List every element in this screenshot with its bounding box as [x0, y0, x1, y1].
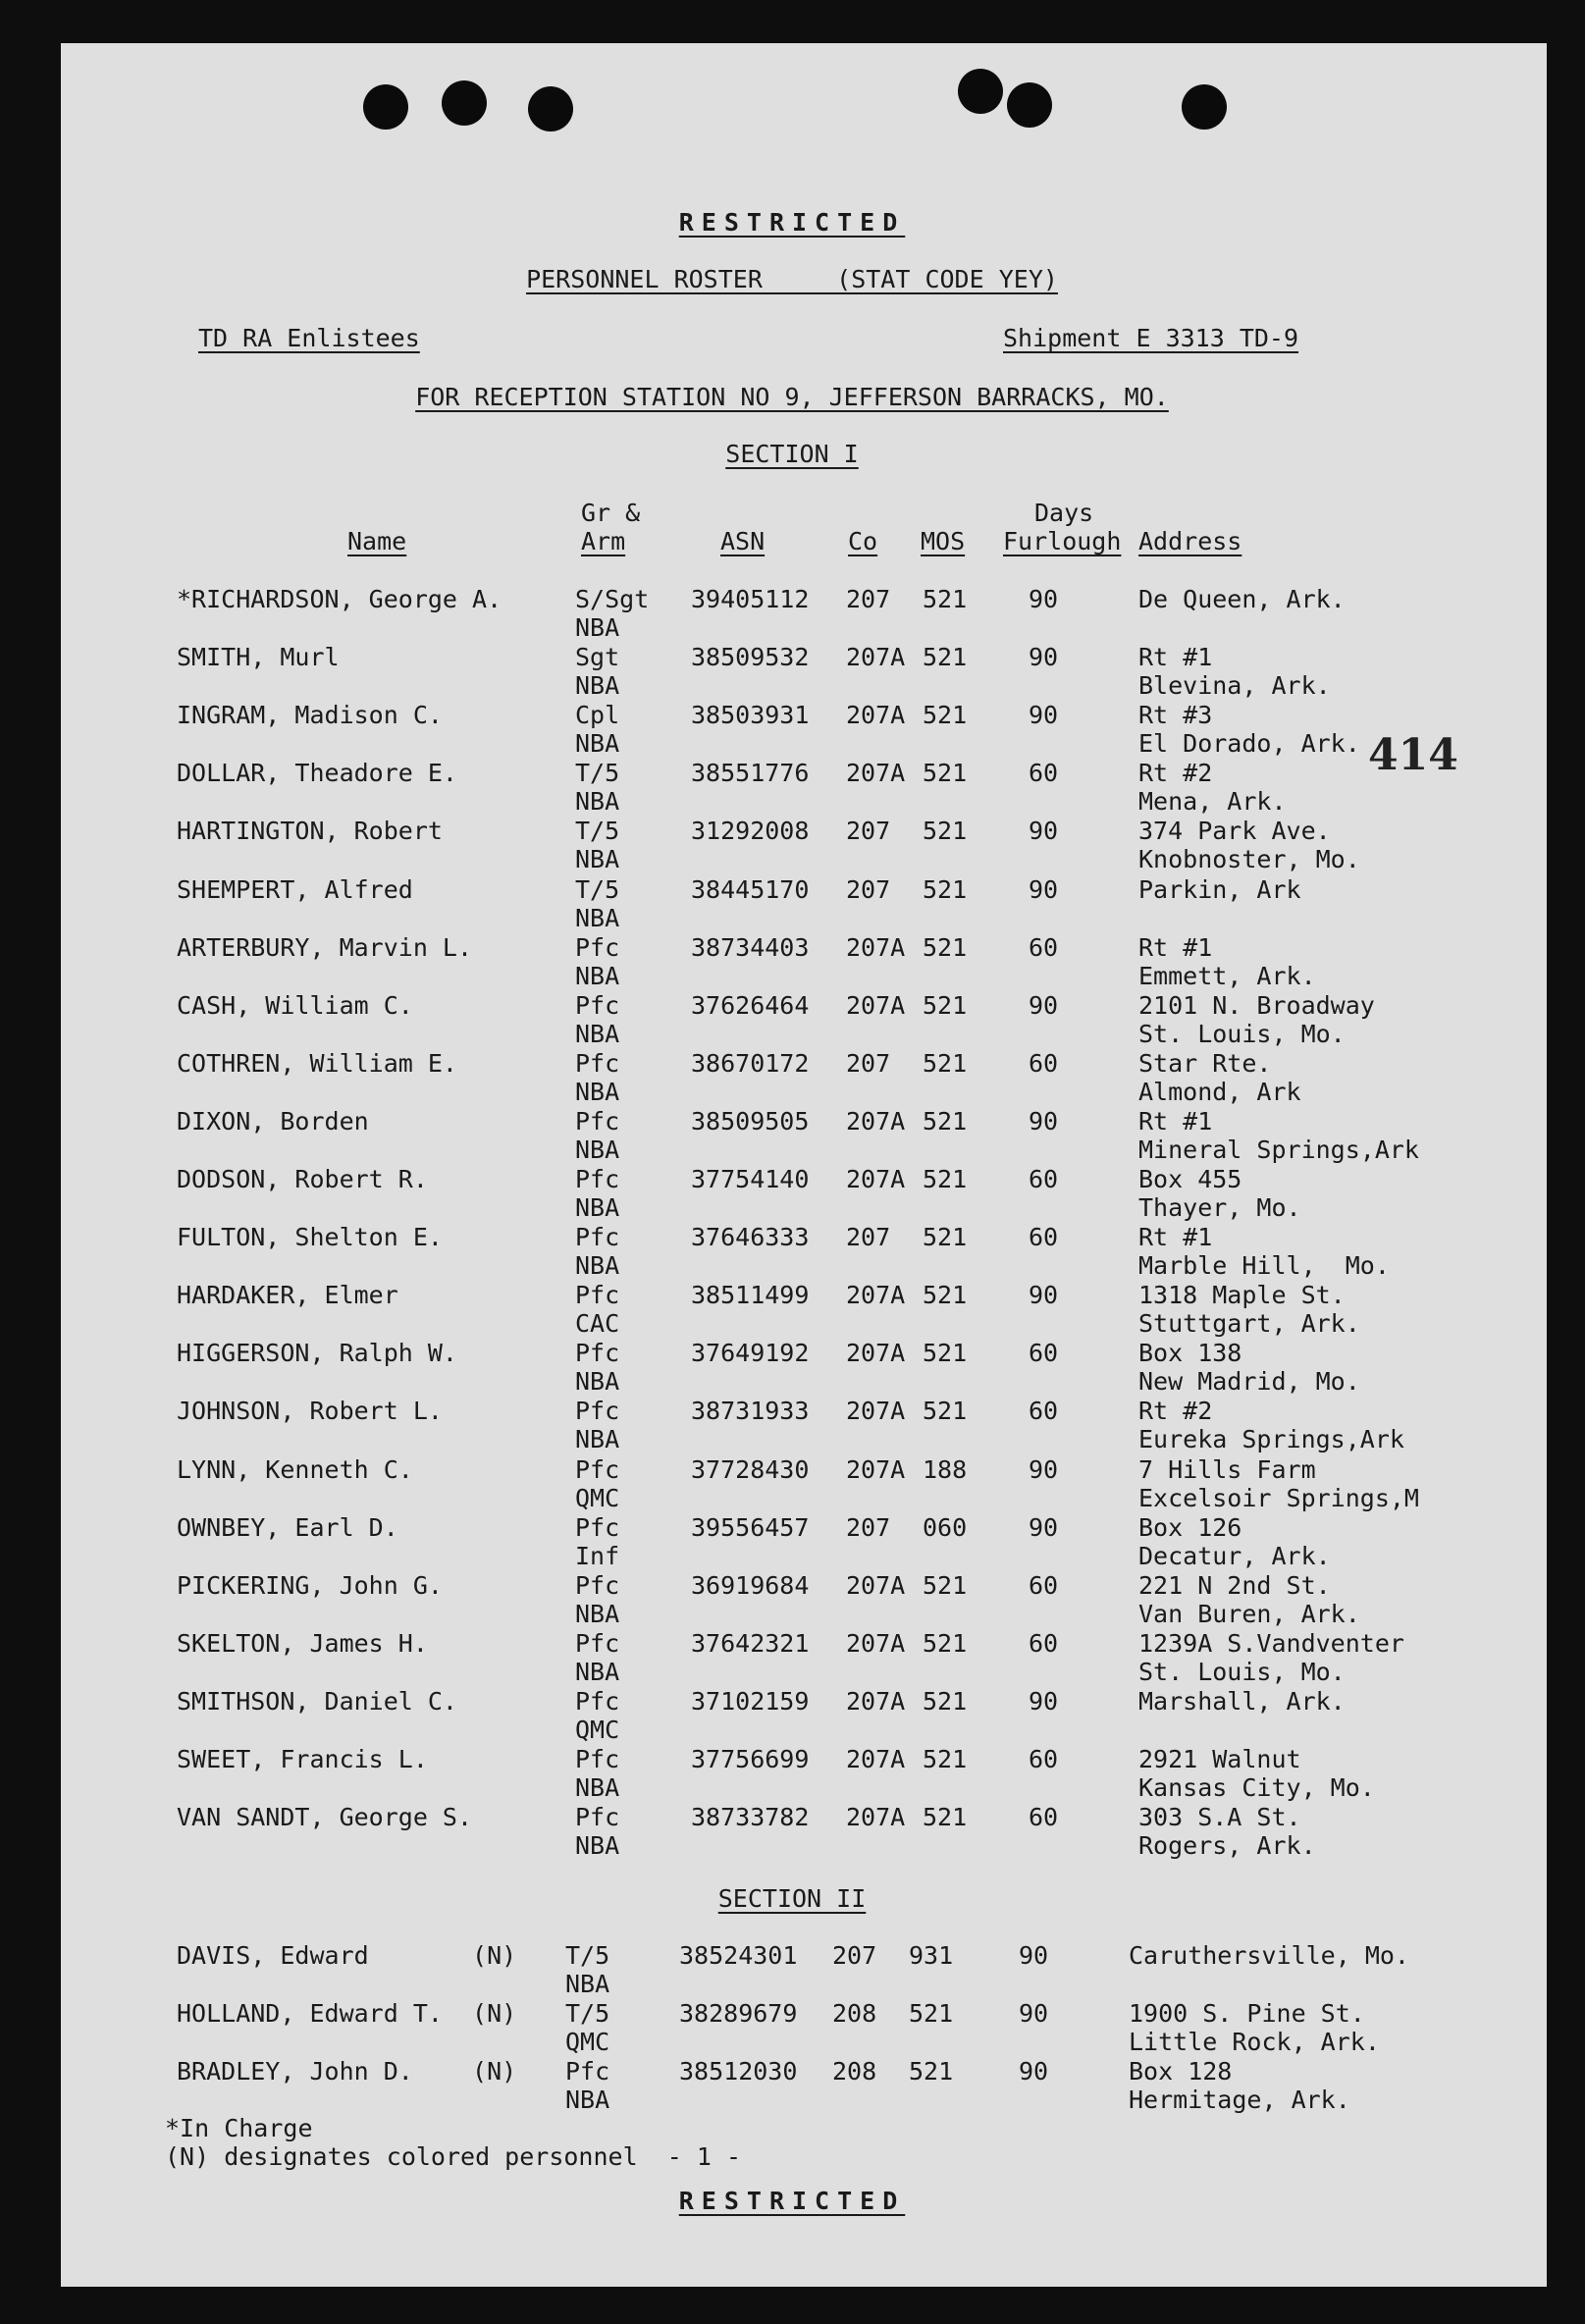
row-days: 60	[1029, 1745, 1059, 1773]
row-arm: NBA	[575, 845, 620, 874]
row-mos: 521	[923, 1281, 968, 1310]
row-address-line1: 1239A S.Vandventer	[1138, 1628, 1404, 1658]
row-address-line1: Marshall, Ark.	[1138, 1686, 1346, 1716]
row-company: 207A	[846, 643, 906, 672]
table-row	[61, 1397, 1547, 1453]
row-name: *RICHARDSON, George A.	[177, 585, 502, 613]
table-row	[61, 643, 1547, 700]
row-asn: 37626464	[691, 990, 810, 1020]
row-mos: 521	[923, 1686, 968, 1716]
stamp-number: 414	[1368, 730, 1458, 780]
row-grade: Pfc	[575, 1106, 620, 1136]
row-asn: 38289679	[679, 1999, 798, 2028]
group-label: TD RA Enlistees	[198, 324, 420, 352]
punch-hole	[1007, 82, 1052, 128]
table-row	[61, 1999, 1547, 2056]
row-days: 90	[1019, 1999, 1049, 2028]
row-asn: 38445170	[691, 874, 810, 904]
row-address-line1: Box 138	[1138, 1339, 1242, 1368]
row-asn: 38509505	[691, 1106, 810, 1136]
table-row	[61, 817, 1547, 873]
row-name: INGRAM, Madison C.	[177, 701, 443, 730]
row-grade: Pfc	[575, 1223, 620, 1252]
row-days: 90	[1029, 643, 1059, 672]
row-address-line2: El Dorado, Ark.	[1138, 729, 1360, 759]
row-address-line2: St. Louis, Mo.	[1138, 1019, 1346, 1048]
row-asn: 38512030	[679, 2057, 798, 2086]
row-company: 207	[846, 817, 891, 846]
row-arm: NBA	[565, 1970, 610, 1998]
row-days: 60	[1029, 932, 1059, 962]
row-address-line1: 2921 Walnut	[1138, 1745, 1301, 1773]
row-address-line2: Little Rock, Ark.	[1129, 2028, 1380, 2056]
row-days: 60	[1029, 1165, 1059, 1193]
row-name: SMITHSON, Daniel C.	[177, 1686, 457, 1716]
row-mos: 521	[923, 990, 968, 1020]
row-address-line2: Kansas City, Mo.	[1138, 1773, 1375, 1802]
row-mos: 521	[923, 585, 968, 613]
row-days: 60	[1029, 1339, 1059, 1368]
row-address-line2: Almond, Ark	[1138, 1077, 1301, 1106]
table-row	[61, 1513, 1547, 1570]
row-name: SMITH, Murl	[177, 643, 340, 672]
row-arm: QMC	[565, 2028, 610, 2056]
row-grade: Pfc	[575, 932, 620, 962]
table-row	[61, 1107, 1547, 1164]
row-arm: NBA	[575, 729, 620, 759]
row-days: 60	[1029, 1628, 1059, 1658]
row-grade: Cpl	[575, 701, 620, 730]
row-grade: Sgt	[575, 643, 620, 672]
table-row	[61, 1629, 1547, 1686]
row-address-line2: Decatur, Ark.	[1138, 1541, 1331, 1570]
row-asn: 37646333	[691, 1223, 810, 1252]
row-grade: Pfc	[575, 1165, 620, 1193]
row-name: LYNN, Kenneth C.	[177, 1454, 413, 1484]
table-row	[61, 1223, 1547, 1280]
row-arm: Inf	[575, 1541, 620, 1570]
row-grade: Pfc	[575, 1686, 620, 1716]
row-address-line2: Rogers, Ark.	[1138, 1831, 1316, 1861]
table-row	[61, 1941, 1547, 1998]
table-row	[61, 701, 1547, 758]
row-address-line1: 1318 Maple St.	[1138, 1281, 1346, 1310]
row-address-line2: Marble Hill, Mo.	[1138, 1251, 1390, 1281]
row-mos: 521	[923, 1570, 968, 1600]
row-arm: NBA	[575, 903, 620, 932]
row-days: 60	[1029, 1048, 1059, 1078]
row-name: SWEET, Francis L.	[177, 1745, 428, 1773]
row-arm: NBA	[575, 613, 620, 642]
row-mos: 521	[923, 817, 968, 846]
row-days: 90	[1029, 1686, 1059, 1716]
row-arm: NBA	[575, 1367, 620, 1397]
row-asn: 39556457	[691, 1512, 810, 1542]
row-mos: 521	[923, 1223, 968, 1252]
row-name: SKELTON, James H.	[177, 1628, 428, 1658]
table-row	[61, 1687, 1547, 1744]
row-address-line1: Rt #3	[1138, 701, 1213, 730]
row-address-line1: De Queen, Ark.	[1138, 585, 1346, 613]
row-name: PICKERING, John G.	[177, 1570, 443, 1600]
row-grade: Pfc	[575, 1803, 620, 1832]
row-asn: 37728430	[691, 1454, 810, 1484]
row-name: CASH, William C.	[177, 990, 413, 1020]
row-grade: T/5	[575, 817, 620, 846]
row-address-line2: Eureka Springs,Ark	[1138, 1425, 1404, 1454]
row-grade: Pfc	[575, 1745, 620, 1773]
table-row	[61, 933, 1547, 990]
row-mos: 521	[923, 1106, 968, 1136]
roster-page	[61, 43, 1547, 2287]
row-name: DAVIS, Edward (N)	[177, 1941, 517, 1970]
row-days: 90	[1029, 817, 1059, 846]
row-grade: Pfc	[575, 1397, 620, 1426]
row-asn: 37102159	[691, 1686, 810, 1716]
row-days: 90	[1029, 1512, 1059, 1542]
row-company: 207	[846, 585, 891, 613]
row-arm: NBA	[575, 1425, 620, 1454]
row-days: 90	[1029, 585, 1059, 613]
table-row	[61, 1571, 1547, 1628]
punch-hole	[958, 69, 1003, 114]
row-grade: T/5	[565, 1941, 610, 1970]
row-address-line1: Rt #1	[1138, 932, 1213, 962]
row-company: 207A	[846, 990, 906, 1020]
column-header-asn: ASN	[720, 527, 766, 555]
row-mos: 521	[923, 1339, 968, 1368]
row-name: COTHREN, William E.	[177, 1048, 457, 1078]
row-asn: 37756699	[691, 1745, 810, 1773]
row-days: 60	[1029, 1570, 1059, 1600]
row-address-line1: Rt #1	[1138, 643, 1213, 672]
row-name: FULTON, Shelton E.	[177, 1223, 443, 1252]
row-arm: NBA	[575, 1135, 620, 1164]
row-address-line1: Rt #1	[1138, 1223, 1213, 1252]
row-asn: 38670172	[691, 1048, 810, 1078]
row-name: DODSON, Robert R.	[177, 1165, 428, 1193]
section-heading: SECTION II	[717, 1884, 867, 1913]
row-arm: NBA	[575, 671, 620, 701]
column-header-days: Days	[1034, 499, 1094, 527]
row-company: 207	[846, 1512, 891, 1542]
column-header-furlough: Furlough	[1003, 527, 1122, 555]
row-grade: Pfc	[575, 990, 620, 1020]
row-company: 207	[846, 874, 891, 904]
column-header-mos: MOS	[921, 527, 966, 555]
row-arm: NBA	[575, 1251, 620, 1281]
row-mos: 521	[923, 874, 968, 904]
row-days: 90	[1029, 701, 1059, 730]
row-asn: 38733782	[691, 1803, 810, 1832]
row-name: VAN SANDT, George S.	[177, 1803, 473, 1832]
row-arm: NBA	[575, 1019, 620, 1048]
row-name: HARTINGTON, Robert	[177, 817, 443, 846]
footnote-in-charge: *In Charge	[165, 2114, 313, 2142]
row-arm: NBA	[575, 1193, 620, 1222]
table-row	[61, 991, 1547, 1048]
row-arm: NBA	[575, 1599, 620, 1628]
row-address-line1: 2101 N. Broadway	[1138, 990, 1375, 1020]
punch-hole	[528, 86, 573, 132]
row-mos: 521	[923, 1745, 968, 1773]
restricted-header: RESTRICTED	[678, 208, 906, 237]
row-arm: NBA	[565, 2086, 610, 2114]
row-name: DIXON, Borden	[177, 1106, 369, 1136]
column-header-name: Name	[347, 527, 407, 555]
row-days: 60	[1029, 1803, 1059, 1832]
row-arm: QMC	[575, 1483, 620, 1512]
row-days: 60	[1029, 1397, 1059, 1426]
row-arm: NBA	[575, 1077, 620, 1106]
row-asn: 38734403	[691, 932, 810, 962]
row-grade: Pfc	[575, 1339, 620, 1368]
row-company: 207A	[846, 1397, 906, 1426]
row-mos: 188	[923, 1454, 968, 1484]
row-asn: 39405112	[691, 585, 810, 613]
row-grade: T/5	[565, 1999, 610, 2028]
table-row	[61, 875, 1547, 932]
row-address-line1: 1900 S. Pine St.	[1129, 1999, 1365, 2028]
row-company: 207A	[846, 1165, 906, 1193]
row-grade: T/5	[575, 759, 620, 788]
row-name: HIGGERSON, Ralph W.	[177, 1339, 457, 1368]
row-asn: 37754140	[691, 1165, 810, 1193]
column-header-arm: Arm	[581, 527, 626, 555]
row-name: OWNBEY, Earl D.	[177, 1512, 398, 1542]
table-row	[61, 1803, 1547, 1860]
row-arm: NBA	[575, 1773, 620, 1802]
table-row	[61, 1745, 1547, 1802]
row-days: 60	[1029, 1223, 1059, 1252]
row-address-line2: Thayer, Mo.	[1138, 1193, 1301, 1222]
row-grade: Pfc	[575, 1512, 620, 1542]
row-company: 207A	[846, 1454, 906, 1484]
row-asn: 37642321	[691, 1628, 810, 1658]
row-address-line1: Parkin, Ark	[1138, 874, 1301, 904]
row-mos: 521	[923, 759, 968, 788]
row-arm: NBA	[575, 1831, 620, 1861]
row-days: 60	[1029, 759, 1059, 788]
footnote-colored: (N) designates colored personnel - 1 -	[165, 2142, 741, 2171]
row-company: 207A	[846, 1628, 906, 1658]
row-days: 90	[1019, 2057, 1049, 2086]
row-grade: S/Sgt	[575, 585, 650, 613]
row-address-line1: Star Rte.	[1138, 1048, 1272, 1078]
row-address-line2: Van Buren, Ark.	[1138, 1599, 1360, 1628]
row-asn: 31292008	[691, 817, 810, 846]
row-arm: QMC	[575, 1715, 620, 1744]
row-mos: 521	[923, 701, 968, 730]
row-grade: Pfc	[575, 1570, 620, 1600]
row-address-line1: 374 Park Ave.	[1138, 817, 1331, 846]
row-asn: 38524301	[679, 1941, 798, 1970]
row-arm: NBA	[575, 961, 620, 990]
punch-hole	[363, 84, 408, 130]
row-mos: 521	[923, 1803, 968, 1832]
row-mos: 521	[909, 2057, 954, 2086]
row-company: 207A	[846, 932, 906, 962]
row-days: 90	[1029, 1454, 1059, 1484]
row-mos: 521	[923, 1397, 968, 1426]
row-name: JOHNSON, Robert L.	[177, 1397, 443, 1426]
row-grade: Pfc	[565, 2057, 610, 2086]
shipment-label: Shipment E 3313 TD-9	[1003, 324, 1299, 352]
row-mos: 521	[923, 1628, 968, 1658]
row-asn: 36919684	[691, 1570, 810, 1600]
row-company: 207	[846, 1048, 891, 1078]
row-mos: 521	[923, 932, 968, 962]
column-header-co: Co	[848, 527, 878, 555]
punch-hole	[1182, 84, 1227, 130]
row-address-line1: Rt #2	[1138, 759, 1213, 788]
row-address-line1: Box 455	[1138, 1165, 1242, 1193]
table-row	[61, 1339, 1547, 1396]
row-address-line2: Knobnoster, Mo.	[1138, 845, 1360, 874]
row-address-line1: Rt #2	[1138, 1397, 1213, 1426]
row-address-line1: Box 126	[1138, 1512, 1242, 1542]
row-name: BRADLEY, John D. (N)	[177, 2057, 517, 2086]
punch-hole	[442, 80, 487, 126]
row-days: 90	[1019, 1941, 1049, 1970]
row-grade: Pfc	[575, 1628, 620, 1658]
table-row	[61, 1455, 1547, 1512]
row-asn: 37649192	[691, 1339, 810, 1368]
row-asn: 38551776	[691, 759, 810, 788]
row-asn: 38731933	[691, 1397, 810, 1426]
row-address-line2: St. Louis, Mo.	[1138, 1657, 1346, 1686]
row-address-line2: Hermitage, Ark.	[1129, 2086, 1350, 2114]
column-header-address: Address	[1138, 527, 1242, 555]
row-name: HARDAKER, Elmer	[177, 1281, 398, 1310]
row-arm: NBA	[575, 787, 620, 817]
row-mos: 521	[923, 643, 968, 672]
row-days: 90	[1029, 990, 1059, 1020]
row-grade: T/5	[575, 874, 620, 904]
row-address-line2: Mineral Springs,Ark	[1138, 1135, 1419, 1164]
row-address-line1: 221 N 2nd St.	[1138, 1570, 1331, 1600]
row-company: 207A	[846, 1686, 906, 1716]
row-mos: 521	[909, 1999, 954, 2028]
row-arm: CAC	[575, 1309, 620, 1339]
row-company: 207	[846, 1223, 891, 1252]
row-days: 90	[1029, 874, 1059, 904]
row-company: 207A	[846, 1339, 906, 1368]
row-company: 207	[832, 1941, 877, 1970]
row-company: 207A	[846, 1745, 906, 1773]
roster-title: PERSONNEL ROSTER (STAT CODE YEY)	[526, 265, 1058, 293]
row-mos: 521	[923, 1165, 968, 1193]
table-row	[61, 2057, 1547, 2114]
row-address-line2: New Madrid, Mo.	[1138, 1367, 1360, 1397]
row-mos: 931	[909, 1941, 954, 1970]
row-address-line2: Emmett, Ark.	[1138, 961, 1316, 990]
table-row	[61, 1165, 1547, 1222]
row-name: DOLLAR, Theadore E.	[177, 759, 457, 788]
row-grade: Pfc	[575, 1454, 620, 1484]
row-company: 208	[832, 1999, 877, 2028]
table-row	[61, 1049, 1547, 1106]
row-days: 90	[1029, 1281, 1059, 1310]
row-asn: 38509532	[691, 643, 810, 672]
row-address-line2: Excelsoir Springs,M	[1138, 1483, 1419, 1512]
row-address-line2: Stuttgart, Ark.	[1138, 1309, 1360, 1339]
row-company: 207A	[846, 1570, 906, 1600]
row-mos: 060	[923, 1512, 968, 1542]
row-address-line1: Rt #1	[1138, 1106, 1213, 1136]
row-asn: 38503931	[691, 701, 810, 730]
row-address-line2: Blevina, Ark.	[1138, 671, 1331, 701]
row-address-line2: Mena, Ark.	[1138, 787, 1287, 817]
row-address-line1: Caruthersville, Mo.	[1129, 1941, 1409, 1970]
table-row	[61, 759, 1547, 816]
row-company: 207A	[846, 701, 906, 730]
row-company: 207A	[846, 1281, 906, 1310]
row-name: HOLLAND, Edward T. (N)	[177, 1999, 517, 2028]
row-mos: 521	[923, 1048, 968, 1078]
row-grade: Pfc	[575, 1281, 620, 1310]
row-company: 207A	[846, 1803, 906, 1832]
row-days: 90	[1029, 1106, 1059, 1136]
destination-line: FOR RECEPTION STATION NO 9, JEFFERSON BARRACKS, MO.	[415, 383, 1169, 411]
row-company: 207A	[846, 759, 906, 788]
row-company: 207A	[846, 1106, 906, 1136]
row-grade: Pfc	[575, 1048, 620, 1078]
row-arm: NBA	[575, 1657, 620, 1686]
row-address-line1: Box 128	[1129, 2057, 1233, 2086]
row-name: SHEMPERT, Alfred	[177, 874, 413, 904]
row-address-line1: 303 S.A St.	[1138, 1803, 1301, 1832]
row-company: 208	[832, 2057, 877, 2086]
row-name: ARTERBURY, Marvin L.	[177, 932, 473, 962]
restricted-footer: RESTRICTED	[678, 2187, 906, 2215]
row-address-line1: 7 Hills Farm	[1138, 1454, 1316, 1484]
section-heading: SECTION I	[725, 440, 859, 468]
table-row	[61, 585, 1547, 642]
column-header-grade: Gr &	[581, 499, 641, 527]
row-asn: 38511499	[691, 1281, 810, 1310]
table-row	[61, 1281, 1547, 1338]
